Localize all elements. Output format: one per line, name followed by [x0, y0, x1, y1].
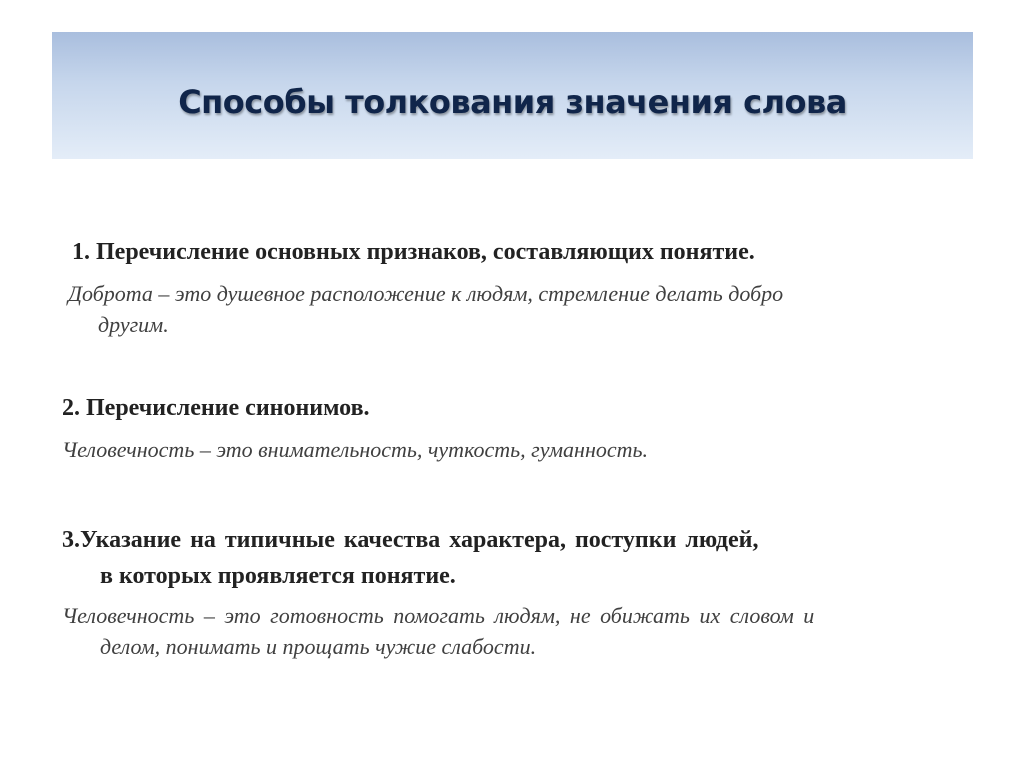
item-3-heading-line-2: в которых проявляется понятие. — [100, 563, 456, 589]
item-3-example-line-2: делом, понимать и прощать чужие слабости. — [100, 634, 537, 659]
item-2-heading-line: 2. Перечисление синонимов. — [62, 395, 370, 421]
item-1-heading-line: 1. Перечисление основных признаков, составляющих понятие. — [72, 239, 755, 265]
item-1-example — [68, 278, 783, 340]
item-3-example-line-1: Человечность – это готовность помогать людям, не обижать их словом и — [62, 603, 815, 628]
item-3-example — [62, 600, 814, 662]
item-2-heading — [62, 390, 370, 426]
item-1-example-line-2: другим. — [98, 312, 169, 337]
item-2-example — [62, 434, 648, 465]
item-2-example-line-1: Человечность – это внимательность, чуткость, гуманность. — [62, 437, 649, 462]
item-3-heading-line-1: 3.Указание на типичные качества характера, поступки людей, — [62, 527, 759, 553]
item-1-heading — [72, 234, 755, 270]
slide-title: Способы толкования значения слова — [178, 82, 847, 121]
item-1-example-line-1: Доброта – это душевное расположение к людям, стремление делать добро — [68, 281, 784, 306]
title-band — [52, 32, 973, 159]
item-3-heading — [62, 522, 758, 594]
